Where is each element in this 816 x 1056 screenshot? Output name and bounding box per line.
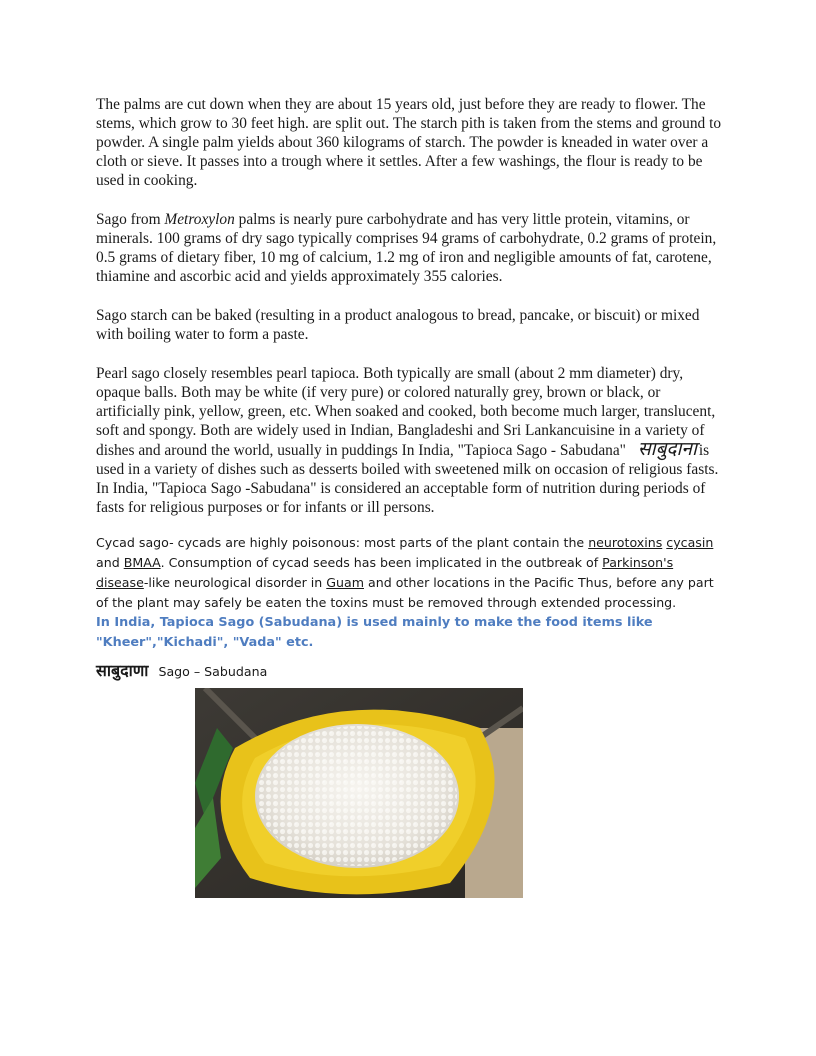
paragraph-nutrition	[96, 210, 726, 286]
caption-text: Sago – Sabudana	[158, 664, 268, 679]
link-parkinsons-disease[interactable]: Parkinson's disease	[96, 555, 674, 590]
paragraph-cycad	[96, 533, 726, 613]
sago-bowl-illustration	[195, 688, 523, 898]
sabudana-hindi-term: साबुदाना	[637, 439, 697, 460]
nutrition-text-end: palms is nearly pure carbohydrate and has very little protein, vitamins, or minerals. 100 grams of dry sago typically comprises 94 grams of carbohydrate, 0.2 grams of protein, 0.5 grams of dietary fiber, 10 mg of calcium, 1.2 mg of iron and negligible amounts of fat, carotene, thiamine and ascorbic acid and yields approximately 355 calories.	[96, 211, 717, 285]
highlight-food-items: In India, Tapioca Sago (Sabudana) is used mainly to make the food items like "Kheer","Kichadi", "Vada" etc.	[96, 615, 653, 650]
cycad-text-5: -like neurological disorder in	[143, 575, 327, 590]
image-caption	[96, 659, 726, 681]
link-bmaa[interactable]: BMAA	[123, 555, 161, 570]
nutrition-text-start: Sago from	[96, 211, 165, 228]
paragraph-pearl-sago	[96, 364, 726, 517]
cycad-text-3: and	[96, 555, 124, 570]
document-page	[96, 95, 726, 681]
paragraph-baking: Sago starch can be baked (resulting in a product analogous to bread, pancake, or biscuit) or mixed with boiling water to form a paste.	[96, 307, 700, 343]
cycad-text-4: . Consumption of cycad seeds has been implicated in the outbreak of	[160, 555, 603, 570]
cycad-text-1: Cycad sago- cycads are highly poisonous: most parts of the plant contain the	[96, 535, 589, 550]
metroxylon-term: Metroxylon	[164, 211, 235, 228]
sago-pearls	[257, 726, 457, 866]
link-neurotoxins[interactable]: neurotoxins	[588, 535, 663, 550]
pearl-sago-text-start: Pearl sago closely resembles pearl tapioca. Both typically are small (about 2 mm diameter) dry, opaque balls. Both may be white (if very pure) or colored naturally grey, brown or black, or artificially pink, yellow, green, etc. When soaked and cooked, both become much larger, translucent, soft and spongy. Both are widely used in Indian, Bangladeshi and Sri Lankancuisine in a variety of dishes and around the world, usually in puddings In India, "Tapioca Sago - Sabudana"	[96, 365, 716, 459]
sago-bowl-photo	[195, 688, 523, 898]
cycad-text-6: and other locations in the Pacific Thus, before any part of the plant may safely be eaten the toxins must be removed through extended processing.	[96, 575, 714, 610]
link-guam[interactable]: Guam	[326, 575, 364, 590]
paragraph-harvesting: The palms are cut down when they are about 15 years old, just before they are ready to flower. The stems, which grow to 30 feet high. are split out. The starch pith is taken from the stems and ground to powder. A single palm yields about 360 kilograms of starch. The powder is kneaded in water over a cloth or sieve. It passes into a trough where it settles. After a few washings, the flour is ready to be used in cooking.	[96, 96, 722, 189]
link-cycasin[interactable]: cycasin	[666, 535, 714, 550]
pearl-sago-text-end: is used in a variety of dishes such as desserts boiled with sweetened milk on occasion of religious fasts. In India, "Tapioca Sago -Sabudana" is considered an acceptable form of nutrition during periods of fasts for religious purposes or for infants or ill persons.	[96, 442, 719, 516]
caption-devanagari: साबुदाणा	[96, 661, 149, 680]
